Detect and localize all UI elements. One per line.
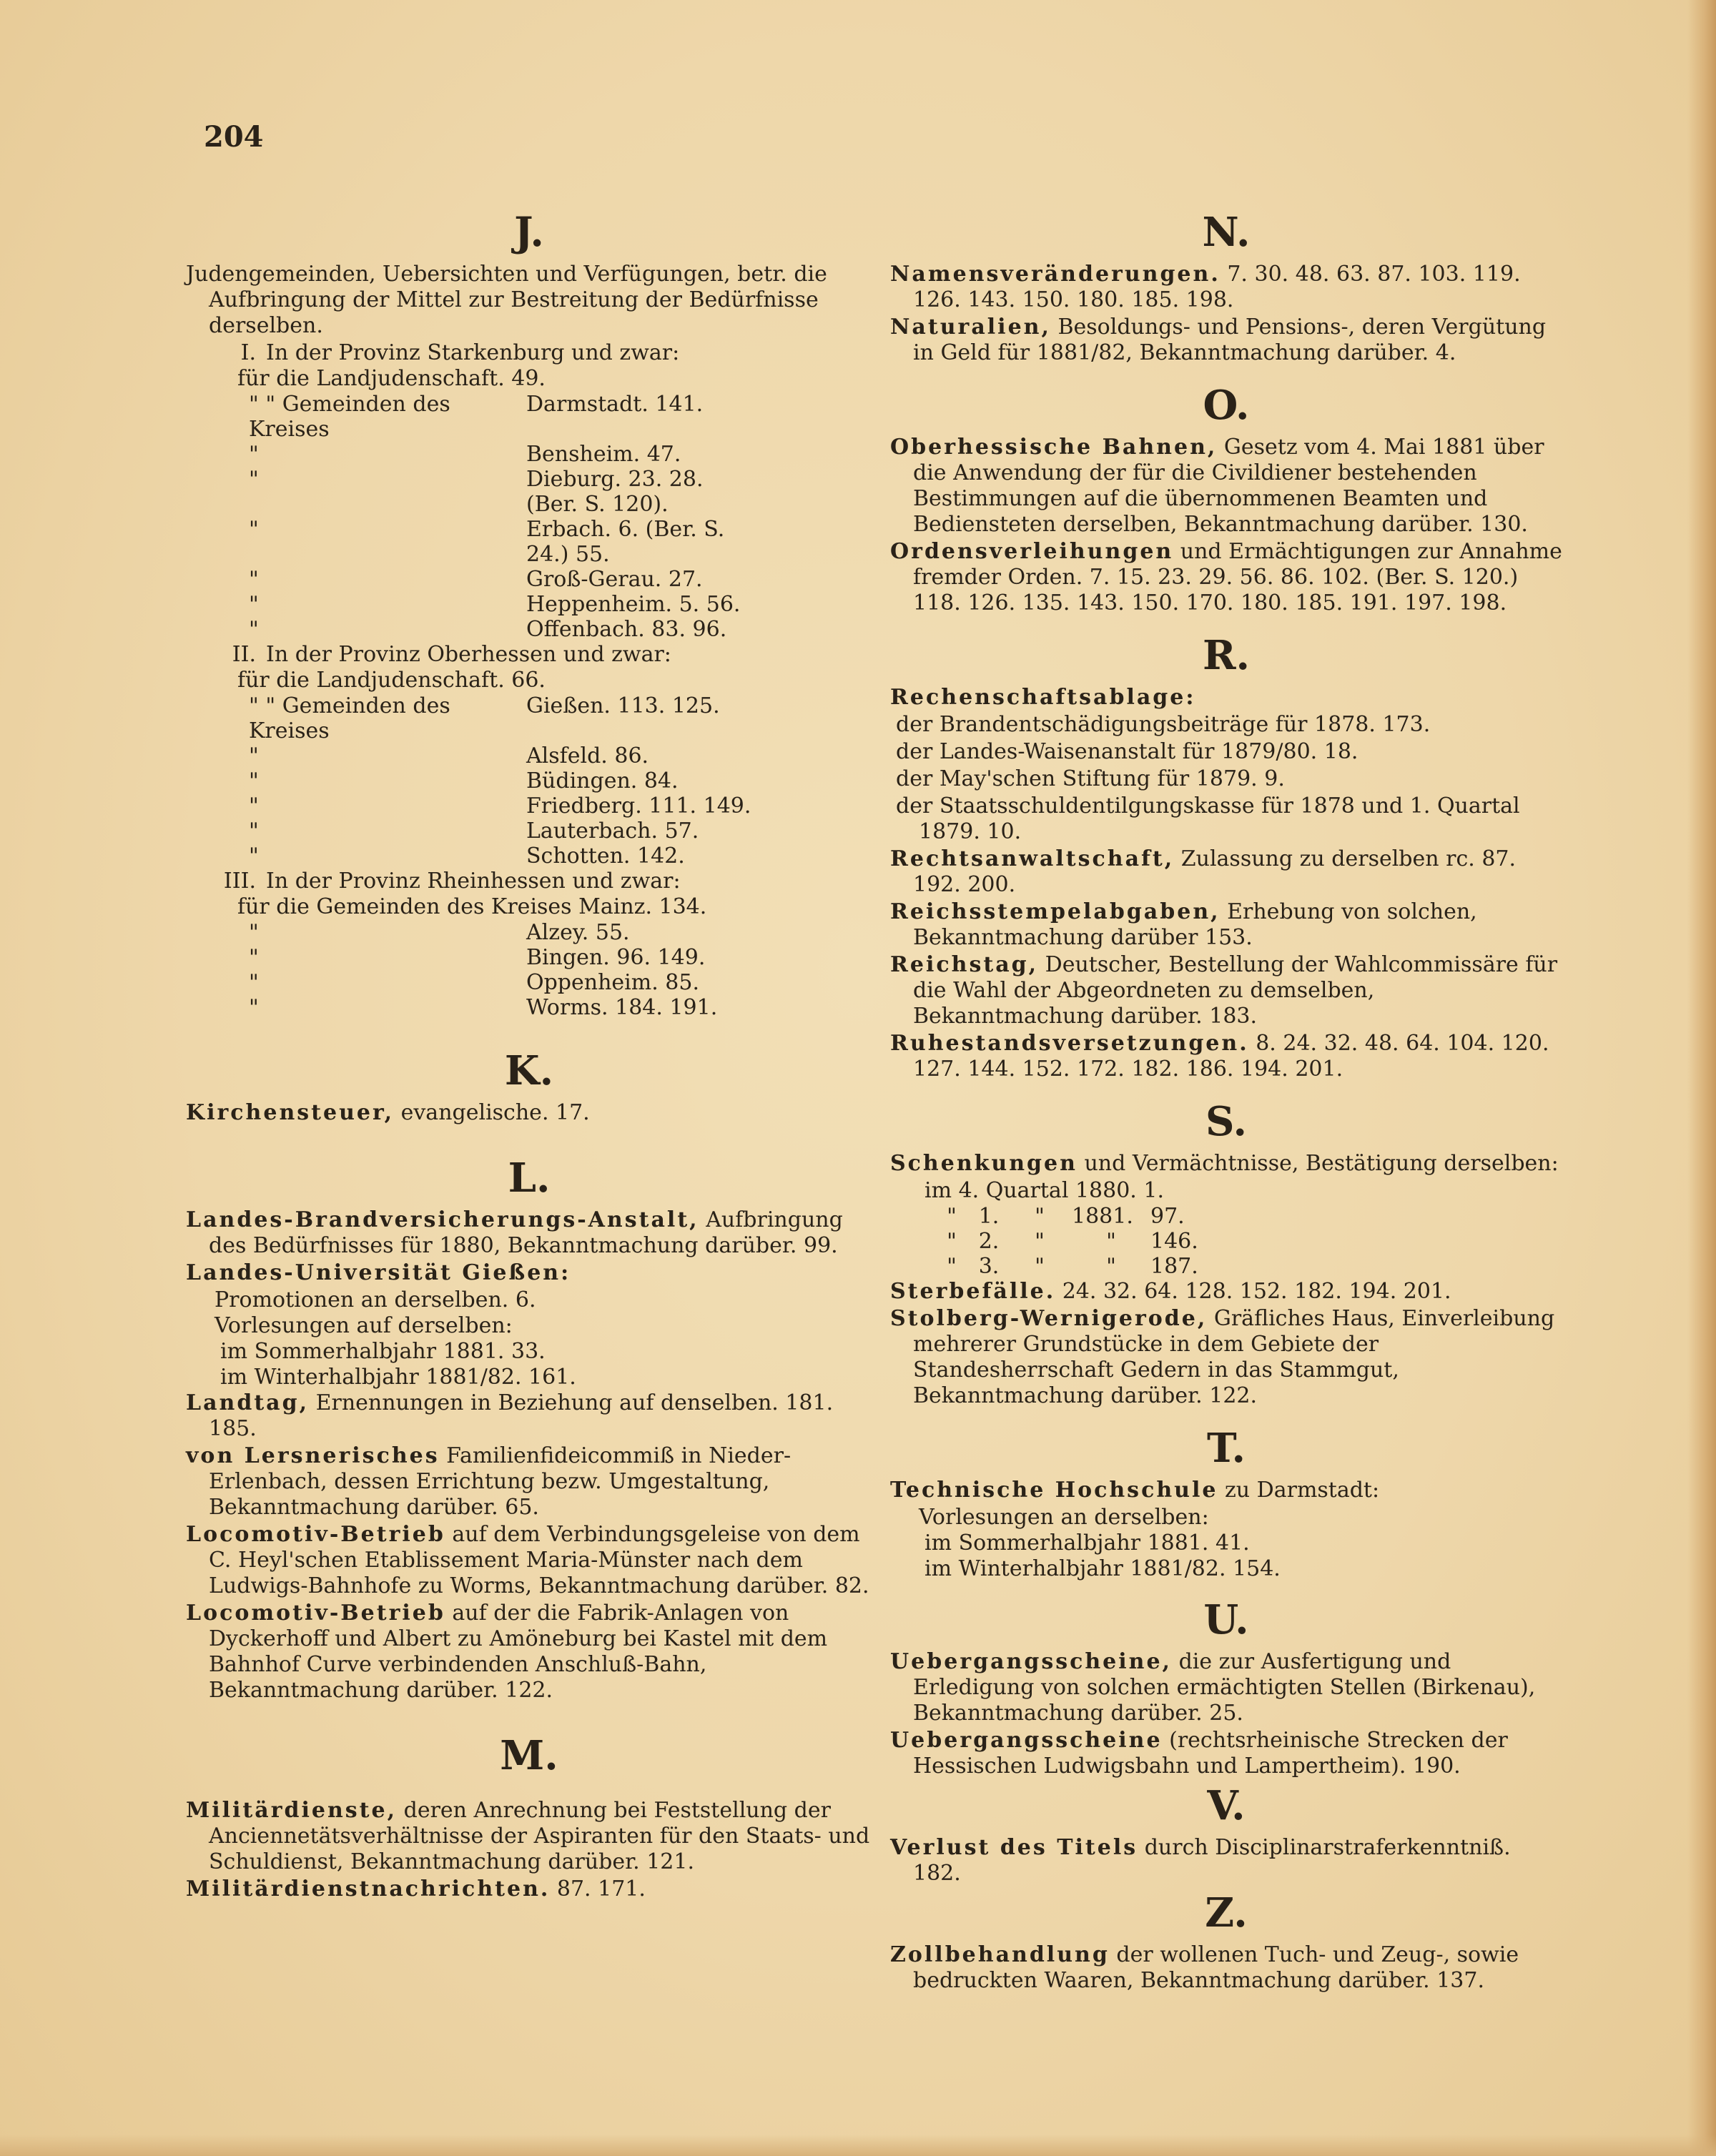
hochschule-vorlesungen: Vorlesungen an derselben: xyxy=(919,1505,1209,1530)
index-entry-namensveraenderungen: Namensveränderungen. 7. 30. 48. 63. 87. 103. 119. 126. 143. 150. 180. 185. 198. xyxy=(890,262,1521,312)
section-heading-l: L. xyxy=(508,1154,551,1202)
index-entry-ruhestand: Ruhestandsversetzungen. 8. 24. 32. 48. 64. 104. 120. 127. 144. 152. 172. 182. 186. 194. 201. xyxy=(890,1031,1549,1082)
section-heading-z: Z. xyxy=(1205,1889,1248,1937)
table-row: " Worms. 184. 191. xyxy=(249,995,718,1020)
index-entry-zollbehandlung: Zollbehandlung der wollenen Tuch- und Zeug-, sowie bedruckten Waaren, Bekanntmachung darüber. 137. xyxy=(890,1942,1519,1993)
index-entry-naturalien: Naturalien, Besoldungs- und Pensions-, deren Vergütung in Geld für 1881/82, Bekanntmachung darüber. 4. xyxy=(890,315,1547,365)
hochschule-sommer: im Sommerhalbjahr 1881. 41. xyxy=(924,1531,1250,1556)
section-heading-m: M. xyxy=(500,1732,558,1779)
table-row: " 2. " " 146. xyxy=(947,1229,1198,1254)
table-row: " Alsfeld. 86. xyxy=(249,743,649,768)
rechenschaft-mayschen: der May'schen Stiftung für 1879. 9. xyxy=(896,766,1285,791)
index-entry-militaerdienstnachrichten: Militärdienstnachrichten. 87. 171. xyxy=(186,1876,646,1902)
section-heading-s: S. xyxy=(1205,1098,1247,1145)
province-oberhessen: II. In der Provinz Oberhessen und zwar: xyxy=(232,642,671,667)
index-entry-ordensverleihungen: Ordensverleihungen und Ermächtigungen zur Annahme fremder Orden. 7. 15. 23. 29. 56. 86. 102. (Ber. S. 120.) 118. 126. 135. 143. 150. 170. 180. 185. 191. 197. 198. xyxy=(890,539,1562,615)
universitaet-sommer: im Sommerhalbjahr 1881. 33. xyxy=(220,1339,546,1364)
universitaet-vorlesungen: Vorlesungen auf derselben: xyxy=(214,1313,513,1338)
index-entry-uebergangsscheine-2: Uebergangsscheine (rechtsrheinische Strecken der Hessischen Ludwigsbahn und Lampertheim). 190. xyxy=(890,1728,1508,1779)
oberhessen-kreise-table xyxy=(249,693,755,869)
schenkungen-q4-1880: im 4. Quartal 1880. 1. xyxy=(924,1178,1164,1203)
table-row: " Friedberg. 111. 149. xyxy=(249,793,751,819)
section-heading-v: V. xyxy=(1207,1782,1246,1829)
universitaet-winter: im Winterhalbjahr 1881/82. 161. xyxy=(220,1365,576,1390)
rechenschaft-brand: der Brandentschädigungsbeiträge für 1878. 173. xyxy=(896,712,1431,737)
table-row: " Erbach. 6. (Ber. S. 24.) 55. xyxy=(249,517,725,567)
table-row: " Lauterbach. 57. xyxy=(249,819,699,844)
section-heading-o: O. xyxy=(1203,382,1250,429)
table-row: " 3. " " 187. xyxy=(947,1254,1198,1279)
rechenschaft-staatsschuld: der Staatsschuldentilgungskasse für 1878 und 1. Quartal 1879. 10. xyxy=(896,793,1520,844)
table-row: " Bingen. 96. 149. xyxy=(249,945,706,970)
section-heading-k: K. xyxy=(504,1047,554,1094)
table-row: " Alzey. 55. xyxy=(249,920,630,945)
index-entry-sterbefaelle: Sterbefälle. 24. 32. 64. 128. 152. 182. 194. 201. xyxy=(890,1279,1451,1304)
index-entry-lersner: von Lersnerisches Familienfideicommiß in Nieder-Erlenbach, dessen Errichtung bezw. Umgestaltung, Bekanntmachung darüber. 65. xyxy=(186,1443,792,1520)
index-entry-landtag: Landtag, Ernennungen in Beziehung auf denselben. 181. 185. xyxy=(186,1390,834,1441)
section-heading-n: N. xyxy=(1202,209,1251,256)
table-row: " Büdingen. 84. xyxy=(249,768,679,793)
starkenburg-kreise-table xyxy=(249,392,755,642)
index-entry-kirchensteuer: Kirchensteuer, evangelische. 17. xyxy=(186,1100,590,1125)
table-row: " Bensheim. 47. xyxy=(249,442,681,467)
table-row: " Oppenheim. 85. xyxy=(249,970,699,995)
table-row: " " Gemeinden des Kreises Darmstadt. 141. xyxy=(249,392,704,442)
universitaet-promotionen: Promotionen an derselben. 6. xyxy=(214,1287,536,1312)
index-entry-stolberg: Stolberg-Wernigerode, Gräfliches Haus, Einverleibung mehrerer Grundstücke in dem Gebiete der Standesherrschaft Gedern in das Stammgut, Bekanntmachung darüber. 122. xyxy=(890,1306,1555,1408)
table-row: " Heppenheim. 5. 56. xyxy=(249,592,741,617)
page-edge-right xyxy=(1687,0,1716,2156)
section-heading-t: T. xyxy=(1207,1425,1246,1472)
rheinhessen-mainz: für die Gemeinden des Kreises Mainz. 134. xyxy=(237,894,707,919)
index-entry-rechtsanwaltschaft: Rechtsanwaltschaft, Zulassung zu derselben rc. 87. 192. 200. xyxy=(890,846,1517,897)
table-row: " Groß-Gerau. 27. xyxy=(249,567,703,592)
section-heading-j: J. xyxy=(514,209,544,256)
index-entry-uebergangsscheine-1: Uebergangsscheine, die zur Ausfertigung und Erledigung von solchen ermächtigten Stellen (Birkenau), Bekanntmachung darüber. 25. xyxy=(890,1649,1536,1726)
rheinhessen-kreise-table xyxy=(249,920,755,1020)
index-entry-reichsstempel: Reichsstempelabgaben, Erhebung von solchen, Bekanntmachung darüber 153. xyxy=(890,899,1477,950)
starkenburg-landjudenschaft: für die Landjudenschaft. 49. xyxy=(237,366,546,391)
table-row: " Dieburg. 23. 28. (Ber. S. 120). xyxy=(249,467,704,517)
index-entry-universitaet: Landes-Universität Gießen: xyxy=(186,1260,571,1285)
hochschule-winter: im Winterhalbjahr 1881/82. 154. xyxy=(924,1556,1281,1581)
page-number: 204 xyxy=(204,120,264,154)
section-heading-r: R. xyxy=(1202,632,1251,679)
index-entry-reichstag: Reichstag, Deutscher, Bestellung der Wahlcommissäre für die Wahl der Abgeordneten zu demselben, Bekanntmachung darüber. 183. xyxy=(890,952,1558,1029)
index-entry-judengemeinden: Judengemeinden, Uebersichten und Verfügungen, betr. die Aufbringung der Mittel zur Bestreitung der Bedürfnisse derselben. xyxy=(186,262,827,338)
province-starkenburg: I. In der Provinz Starkenburg und zwar: xyxy=(240,340,680,365)
index-entry-militaerdienste: Militärdienste, deren Anrechnung bei Feststellung der Anciennetätsverhältnisse der Aspiranten für den Staats- und Schuldienst, Bekanntmachung darüber. 121. xyxy=(186,1798,870,1874)
index-entry-schenkungen: Schenkungen und Vermächtnisse, Bestätigung derselben: xyxy=(890,1151,1559,1176)
left-column xyxy=(186,207,872,1904)
table-row: " 1. " 1881. 97. xyxy=(947,1204,1185,1229)
page-edge-bottom xyxy=(0,2135,1716,2156)
section-heading-u: U. xyxy=(1203,1596,1249,1643)
oberhessen-landjudenschaft: für die Landjudenschaft. 66. xyxy=(237,668,546,693)
index-entry-verlust-titels: Verlust des Titels durch Disciplinarstraferkenntniß. 182. xyxy=(890,1835,1511,1886)
index-entry-locomotiv-amoeneburg: Locomotiv-Betrieb auf der die Fabrik-Anlagen von Dyckerhoff und Albert zu Amöneburg bei Kastel mit dem Bahnhof Curve verbindenden Anschluß-Bahn, Bekanntmachung darüber. 122. xyxy=(186,1601,828,1703)
table-row: " Schotten. 142. xyxy=(249,844,685,869)
index-entry-rechenschaftsablage: Rechenschaftsablage: xyxy=(890,685,1196,710)
rechenschaft-waisenanstalt: der Landes-Waisenanstalt für 1879/80. 18. xyxy=(896,739,1358,764)
schenkungen-quartale-table xyxy=(933,1204,1198,1279)
table-row: " Offenbach. 83. 96. xyxy=(249,617,727,642)
province-rheinhessen: III. In der Provinz Rheinhessen und zwar: xyxy=(223,869,681,894)
index-entry-technische-hochschule: Technische Hochschule zu Darmstadt: xyxy=(890,1478,1380,1503)
right-column xyxy=(890,207,1562,1995)
index-entry-oberhessische-bahnen: Oberhessische Bahnen, Gesetz vom 4. Mai 1881 über die Anwendung der für die Civildiener bestehenden Bestimmungen auf die übernommenen Beamten und Bediensteten derselben, Bekanntmachung darüber. 130. xyxy=(890,435,1544,537)
table-row: " " Gemeinden des Kreises Gießen. 113. 125. xyxy=(249,693,720,743)
index-entry-locomotiv-worms: Locomotiv-Betrieb auf dem Verbindungsgeleise von dem C. Heyl'schen Etablissement Maria-Münster nach dem Ludwigs-Bahnhofe zu Worms, Bekanntmachung darüber. 82. xyxy=(186,1522,869,1598)
index-entry-brandversicherung: Landes-Brandversicherungs-Anstalt, Aufbringung des Bedürfnisses für 1880, Bekanntmachung darüber. 99. xyxy=(186,1207,843,1258)
